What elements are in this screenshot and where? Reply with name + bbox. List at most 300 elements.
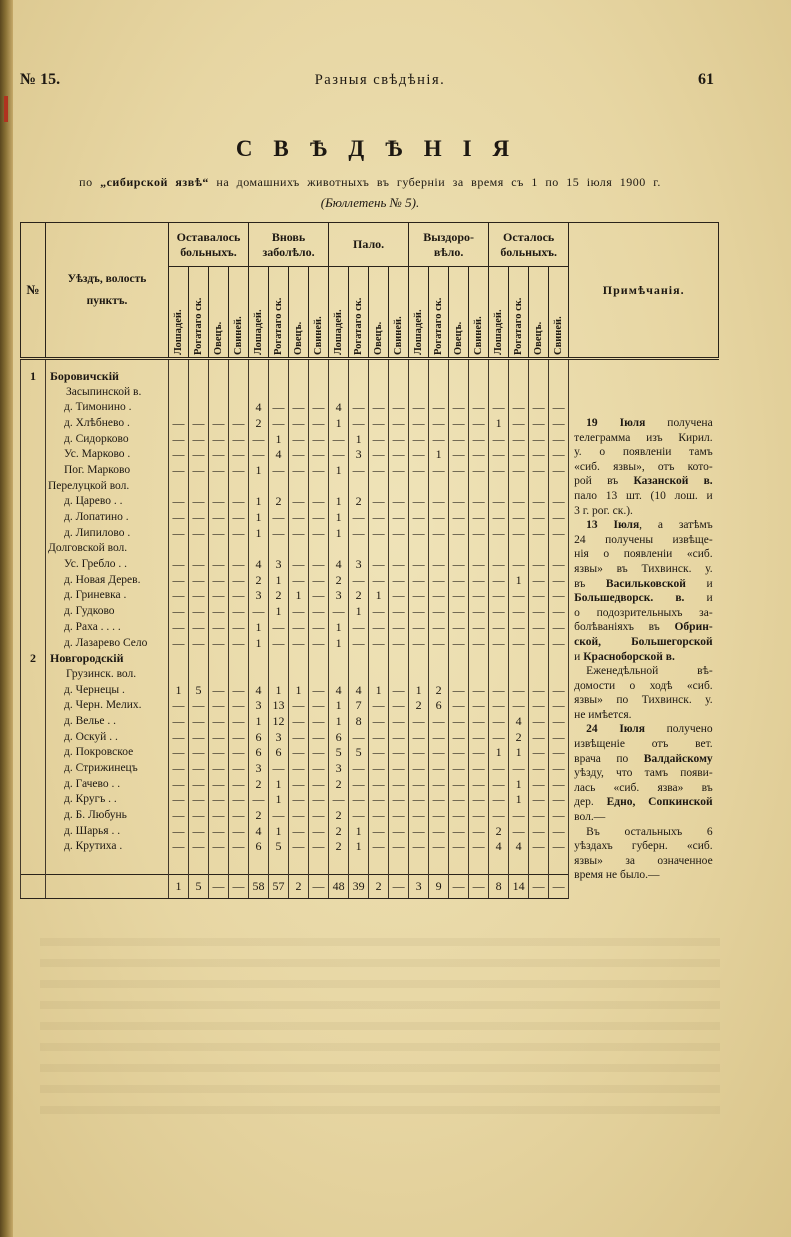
row-name: Грузинск. вол.	[46, 667, 169, 683]
row-value: —	[229, 557, 249, 573]
row-value: 6	[249, 745, 269, 761]
row-value: —	[489, 635, 509, 651]
row-value: —	[429, 745, 449, 761]
row-value: —	[309, 761, 329, 777]
subcolumn-header	[249, 267, 269, 359]
row-value	[209, 651, 229, 667]
row-value: —	[469, 635, 489, 651]
row-value: —	[289, 463, 309, 479]
subcolumn-label: Овецъ.	[372, 321, 384, 355]
row-value: —	[409, 557, 429, 573]
row-value	[509, 667, 529, 683]
remark-text: язвы» за означенное	[574, 854, 713, 867]
subcolumn-header	[289, 267, 309, 359]
row-value: —	[449, 416, 469, 432]
row-value: —	[309, 400, 329, 416]
row-value	[189, 369, 209, 385]
row-value	[249, 855, 269, 875]
row-value: —	[489, 463, 509, 479]
row-value: 2	[489, 823, 509, 839]
row-value: 4	[329, 557, 349, 573]
group-header-still-sick: Осталось больныхъ.	[489, 223, 569, 267]
row-value	[429, 541, 449, 557]
row-value: —	[449, 792, 469, 808]
row-value: —	[549, 823, 569, 839]
totals-value: 5	[189, 875, 209, 899]
row-value	[169, 667, 189, 683]
row-value: —	[269, 510, 289, 526]
row-value	[369, 651, 389, 667]
row-value: —	[449, 463, 469, 479]
row-value	[329, 855, 349, 875]
totals-value: —	[529, 875, 549, 899]
totals-value: 1	[169, 875, 189, 899]
row-value: —	[449, 557, 469, 573]
row-name: д. Б. Любунь	[46, 808, 169, 824]
row-value	[489, 359, 509, 369]
row-value: —	[289, 808, 309, 824]
row-value: 5	[269, 839, 289, 855]
row-value	[549, 359, 569, 369]
row-value: —	[369, 400, 389, 416]
subcolumn-label: Овецъ.	[292, 321, 304, 355]
table-header	[21, 223, 719, 359]
row-value: —	[409, 620, 429, 636]
row-value: —	[529, 714, 549, 730]
row-value	[349, 369, 369, 385]
row-value	[509, 369, 529, 385]
subcolumn-label: Свиней.	[472, 316, 484, 355]
row-value: —	[309, 776, 329, 792]
row-name: д. Крутиха .	[46, 839, 169, 855]
row-value	[529, 855, 549, 875]
row-value: —	[369, 510, 389, 526]
row-value: 3	[269, 557, 289, 573]
row-value	[489, 667, 509, 683]
row-value	[549, 369, 569, 385]
row-value	[509, 359, 529, 369]
row-value: —	[549, 494, 569, 510]
row-value: —	[409, 494, 429, 510]
row-value: —	[509, 823, 529, 839]
row-value: 2	[269, 494, 289, 510]
remark-text: телеграмма изъ Кирил.	[574, 431, 713, 444]
row-value: —	[229, 714, 249, 730]
row-value	[189, 855, 209, 875]
row-value: 3	[249, 761, 269, 777]
row-value: 1	[329, 510, 349, 526]
row-value	[269, 541, 289, 557]
row-value: 5	[329, 745, 349, 761]
row-value	[509, 541, 529, 557]
row-value	[169, 384, 189, 400]
remark-text: 24 Іюля	[586, 723, 645, 736]
row-name: д. Кругъ . .	[46, 792, 169, 808]
row-value: —	[469, 745, 489, 761]
row-value: —	[449, 400, 469, 416]
row-value: —	[369, 447, 389, 463]
binding-edge	[0, 0, 13, 1237]
row-value	[469, 855, 489, 875]
row-value: 1	[269, 431, 289, 447]
remark-text: язвы» въ Тихвинск. у.	[574, 562, 713, 575]
remark-line	[574, 752, 713, 767]
row-value: —	[369, 572, 389, 588]
row-value: —	[369, 463, 389, 479]
row-value: 4	[329, 682, 349, 698]
row-value: —	[449, 776, 469, 792]
row-value: 4	[249, 557, 269, 573]
row-value	[329, 667, 349, 683]
remark-text: Валдайскому	[643, 752, 713, 765]
row-value: 1	[329, 416, 349, 432]
remark-line	[574, 650, 713, 665]
row-value: —	[169, 463, 189, 479]
row-value: —	[429, 431, 449, 447]
row-value: —	[389, 792, 409, 808]
row-value	[529, 651, 549, 667]
row-value: —	[209, 431, 229, 447]
remark-line	[574, 737, 713, 752]
row-value: 1	[249, 494, 269, 510]
row-value: —	[489, 431, 509, 447]
remark-text: нія о появленіи «сиб.	[574, 548, 713, 561]
row-value: —	[289, 416, 309, 432]
row-value: —	[169, 494, 189, 510]
row-value: 1	[509, 572, 529, 588]
row-value	[469, 541, 489, 557]
row-value	[249, 384, 269, 400]
row-value: —	[229, 682, 249, 698]
row-value	[189, 384, 209, 400]
row-value: —	[429, 714, 449, 730]
row-value: —	[509, 620, 529, 636]
row-value: —	[209, 823, 229, 839]
row-value: —	[209, 698, 229, 714]
row-value: —	[229, 776, 249, 792]
row-value: 1	[369, 588, 389, 604]
row-name: д. Лазарево Село	[46, 635, 169, 651]
subcolumn-label: Овецъ.	[532, 321, 544, 355]
row-value: —	[509, 698, 529, 714]
remark-line	[574, 547, 713, 562]
row-value: —	[529, 431, 549, 447]
row-value: —	[529, 635, 549, 651]
row-value	[229, 667, 249, 683]
row-value: —	[349, 510, 369, 526]
row-value: —	[409, 588, 429, 604]
row-value: —	[409, 635, 429, 651]
subcolumn-label: Свиней.	[392, 316, 404, 355]
row-value	[489, 541, 509, 557]
row-value: —	[449, 494, 469, 510]
row-value: 4	[509, 839, 529, 855]
row-value: 2	[329, 839, 349, 855]
row-value: 1	[249, 635, 269, 651]
row-value: —	[209, 557, 229, 573]
row-number	[21, 431, 46, 447]
row-value: 1	[329, 698, 349, 714]
remark-line	[574, 474, 713, 489]
remark-text: не имѣется.	[574, 708, 632, 721]
subcolumn-label: Овецъ.	[212, 321, 224, 355]
row-value: 1	[329, 714, 349, 730]
row-value: —	[229, 635, 249, 651]
row-value: —	[309, 714, 329, 730]
row-value: —	[309, 494, 329, 510]
subcolumn-label: Рогатаго ск.	[352, 297, 364, 355]
row-value: —	[529, 525, 549, 541]
row-value: 1	[349, 431, 369, 447]
row-value: —	[549, 510, 569, 526]
row-value: —	[509, 635, 529, 651]
row-value: —	[489, 604, 509, 620]
row-number: 1	[21, 369, 46, 385]
row-value: —	[229, 588, 249, 604]
row-value	[269, 651, 289, 667]
row-value	[449, 478, 469, 494]
row-value	[329, 384, 349, 400]
row-value: —	[209, 792, 229, 808]
row-name: д. Покровское	[46, 745, 169, 761]
row-value: —	[429, 557, 449, 573]
row-number	[21, 557, 46, 573]
row-number	[21, 776, 46, 792]
remark-line	[574, 416, 713, 431]
remark-text: домости о ходѣ «сиб.	[574, 679, 713, 692]
row-value: —	[169, 431, 189, 447]
row-value: —	[369, 620, 389, 636]
remark-text: и	[574, 650, 584, 663]
row-name: Ус. Гребло . .	[46, 557, 169, 573]
remarks-cell	[569, 359, 719, 899]
row-value: —	[489, 792, 509, 808]
row-value: —	[229, 761, 249, 777]
row-value	[449, 369, 469, 385]
subcolumn-label: Рогатаго ск.	[432, 297, 444, 355]
row-value: —	[549, 447, 569, 463]
row-value	[409, 359, 429, 369]
row-value: —	[509, 761, 529, 777]
row-value: —	[449, 447, 469, 463]
remark-paragraph	[574, 825, 713, 883]
row-number	[21, 604, 46, 620]
row-value: —	[529, 463, 549, 479]
row-value: —	[549, 761, 569, 777]
row-value	[249, 667, 269, 683]
row-value: —	[389, 698, 409, 714]
row-value	[229, 478, 249, 494]
row-number	[21, 463, 46, 479]
row-value: —	[469, 588, 489, 604]
row-value	[409, 667, 429, 683]
row-value: —	[369, 416, 389, 432]
row-value: —	[549, 808, 569, 824]
row-value: —	[429, 588, 449, 604]
row-value	[529, 478, 549, 494]
row-value	[209, 478, 229, 494]
row-value: —	[389, 447, 409, 463]
row-value	[449, 855, 469, 875]
row-value: 1	[289, 682, 309, 698]
totals-value: 39	[349, 875, 369, 899]
row-value: —	[549, 635, 569, 651]
row-value	[189, 541, 209, 557]
row-value: —	[289, 557, 309, 573]
row-value	[289, 667, 309, 683]
row-value	[429, 651, 449, 667]
remark-line	[574, 708, 713, 723]
remark-line	[574, 460, 713, 475]
row-value: —	[389, 745, 409, 761]
row-value	[229, 400, 249, 416]
row-value: —	[529, 416, 549, 432]
row-value: —	[509, 494, 529, 510]
row-value	[369, 384, 389, 400]
row-number	[21, 745, 46, 761]
row-value: —	[509, 808, 529, 824]
row-value: 1	[249, 463, 269, 479]
row-value	[489, 855, 509, 875]
row-value: —	[169, 510, 189, 526]
row-value: —	[449, 808, 469, 824]
row-name: Засыпинской в.	[46, 384, 169, 400]
row-name: д. Лопатино .	[46, 510, 169, 526]
remark-line	[574, 577, 713, 592]
row-value	[209, 359, 229, 369]
row-value: —	[469, 416, 489, 432]
row-number	[21, 635, 46, 651]
row-value	[489, 478, 509, 494]
row-value: —	[429, 635, 449, 651]
row-value: —	[309, 729, 329, 745]
row-value: —	[169, 808, 189, 824]
row-value: —	[209, 729, 229, 745]
row-value: —	[209, 745, 229, 761]
row-value: —	[409, 572, 429, 588]
row-value: —	[449, 525, 469, 541]
remark-line	[574, 722, 713, 737]
row-value: —	[169, 635, 189, 651]
row-value: 1	[509, 776, 529, 792]
row-value	[409, 855, 429, 875]
row-value: —	[309, 620, 329, 636]
row-value	[209, 667, 229, 683]
row-value: —	[429, 620, 449, 636]
row-value: 4	[349, 682, 369, 698]
row-value	[289, 541, 309, 557]
row-value: —	[469, 776, 489, 792]
totals-value: —	[469, 875, 489, 899]
row-number	[21, 855, 46, 875]
row-value: —	[169, 588, 189, 604]
row-value: —	[349, 792, 369, 808]
row-value: —	[469, 431, 489, 447]
row-value: —	[229, 525, 249, 541]
row-value: —	[389, 431, 409, 447]
row-value: —	[189, 494, 209, 510]
subcolumn-header	[169, 267, 189, 359]
row-value: —	[209, 510, 229, 526]
row-value: —	[489, 714, 509, 730]
row-value: —	[389, 400, 409, 416]
row-value: —	[449, 761, 469, 777]
row-value: —	[349, 572, 369, 588]
row-value: —	[529, 494, 549, 510]
row-value	[169, 855, 189, 875]
row-value: —	[169, 620, 189, 636]
row-value: —	[189, 588, 209, 604]
row-value: 2	[249, 572, 269, 588]
row-value: —	[429, 808, 449, 824]
row-value: —	[229, 572, 249, 588]
row-value	[349, 384, 369, 400]
row-value: —	[389, 494, 409, 510]
row-value: —	[449, 635, 469, 651]
row-value: 3	[329, 588, 349, 604]
remark-line	[574, 795, 713, 810]
row-value	[329, 359, 349, 369]
row-value: —	[269, 761, 289, 777]
row-value	[209, 369, 229, 385]
row-value: —	[409, 761, 429, 777]
row-value	[549, 667, 569, 683]
row-value	[309, 855, 329, 875]
row-value: —	[489, 447, 509, 463]
totals-value: —	[549, 875, 569, 899]
row-number	[21, 510, 46, 526]
table-body	[21, 359, 719, 899]
row-value: —	[349, 761, 369, 777]
row-value: —	[189, 698, 209, 714]
row-value: —	[189, 557, 209, 573]
row-value: —	[529, 510, 549, 526]
row-value: —	[429, 604, 449, 620]
row-value: —	[549, 604, 569, 620]
row-value: —	[229, 494, 249, 510]
row-value	[389, 359, 409, 369]
totals-value: 8	[489, 875, 509, 899]
row-value: 1	[349, 839, 369, 855]
row-value: —	[249, 431, 269, 447]
row-value: —	[429, 494, 449, 510]
totals-value: 57	[269, 875, 289, 899]
row-name: Долговской вол.	[46, 541, 169, 557]
row-number	[21, 682, 46, 698]
row-value: —	[409, 714, 429, 730]
row-value	[189, 359, 209, 369]
remark-line	[574, 693, 713, 708]
row-value: —	[429, 416, 449, 432]
row-value: —	[169, 823, 189, 839]
row-value	[329, 478, 349, 494]
row-value: —	[429, 400, 449, 416]
row-name: д. Шарья . .	[46, 823, 169, 839]
row-value: 6	[429, 698, 449, 714]
remark-line	[574, 591, 713, 606]
row-value: —	[449, 620, 469, 636]
row-name: д. Тимонино .	[46, 400, 169, 416]
row-value	[169, 359, 189, 369]
row-value: —	[289, 525, 309, 541]
row-value: —	[529, 823, 549, 839]
row-value: 2	[249, 776, 269, 792]
row-value: —	[429, 823, 449, 839]
row-value: —	[369, 745, 389, 761]
row-name: д. Чернецы .	[46, 682, 169, 698]
totals-value: —	[229, 875, 249, 899]
remark-line	[574, 781, 713, 796]
